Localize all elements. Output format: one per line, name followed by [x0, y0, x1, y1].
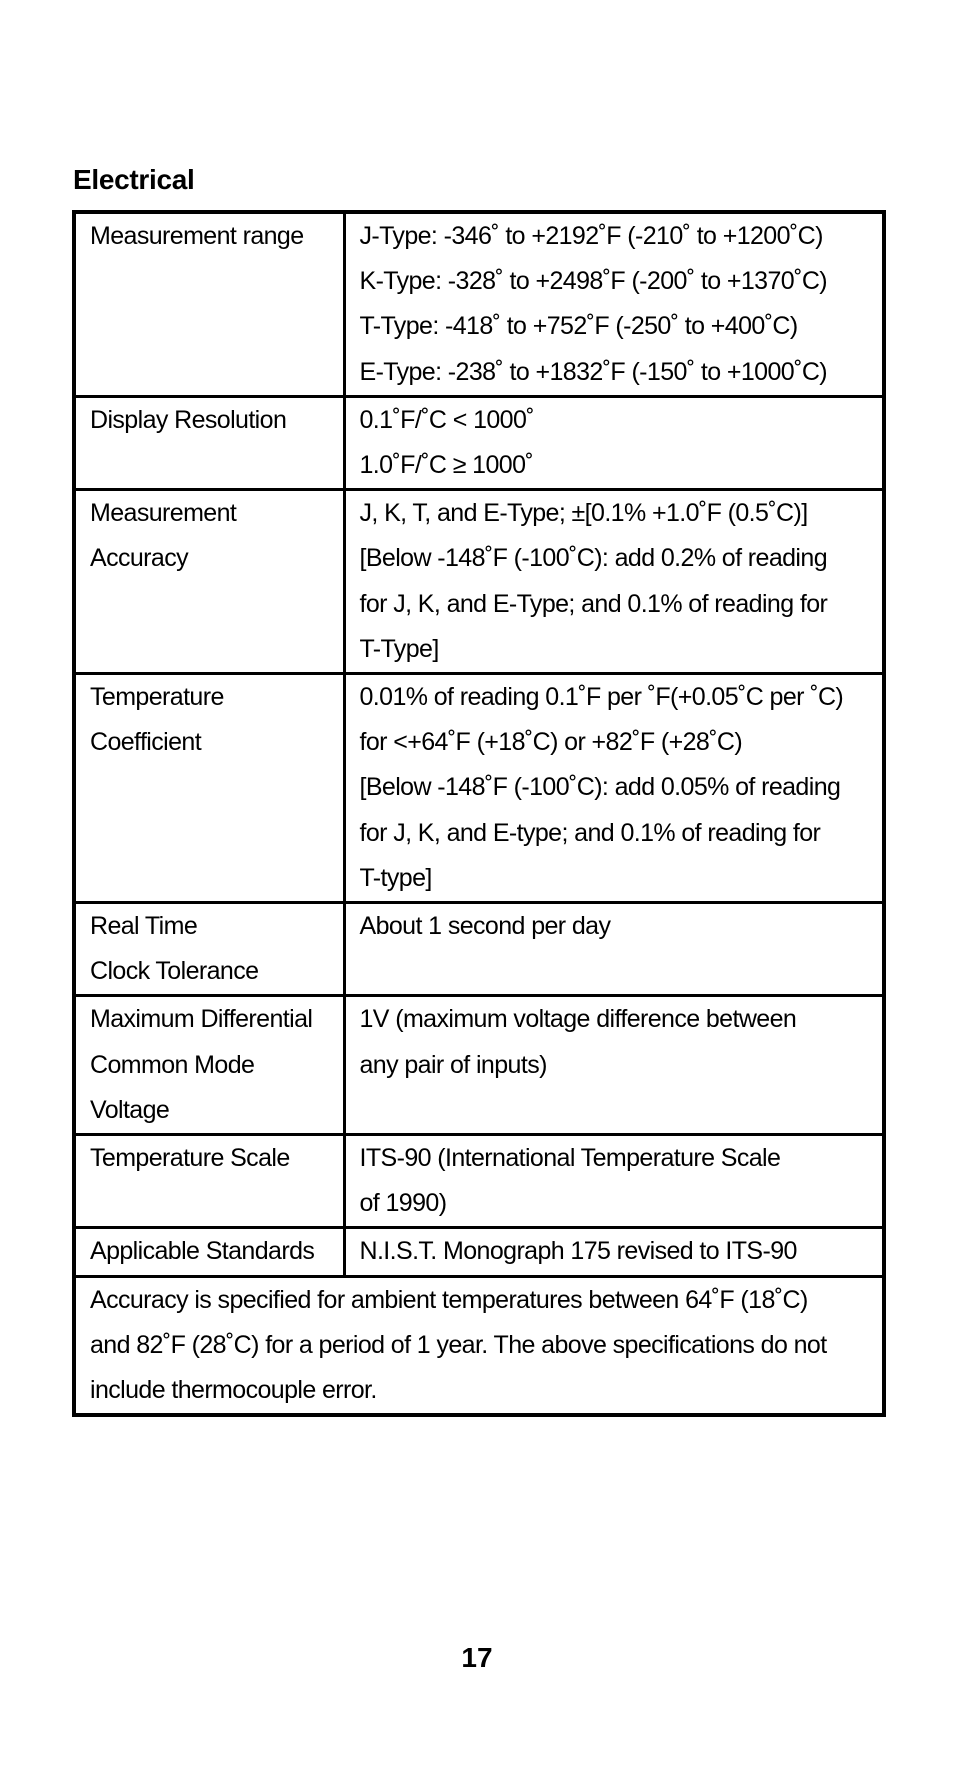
spec-label	[74, 212, 344, 396]
spec-value-line: T-Type]	[359, 634, 439, 663]
spec-value-line: T-Type: -418˚ to +752˚F (-250˚ to +400˚C)	[359, 312, 798, 341]
spec-row-temperature-coefficient	[74, 674, 884, 903]
spec-label-line: Real Time	[90, 912, 198, 941]
electrical-spec-table	[72, 210, 886, 1417]
spec-label-line: Coefficient	[90, 728, 202, 757]
spec-label	[74, 490, 344, 674]
spec-value-line: J-Type: -346˚ to +2192˚F (-210˚ to +1200˚C)	[359, 222, 823, 250]
spec-value	[344, 396, 884, 489]
spec-note-line: and 82˚F (28˚C) for a period of 1 year. The above specifications do not	[90, 1330, 827, 1359]
spec-value-line: of 1990)	[359, 1189, 447, 1218]
spec-label-line: Clock Tolerance	[90, 957, 259, 986]
spec-label	[74, 1228, 344, 1276]
spec-row-temperature-scale	[74, 1135, 884, 1228]
spec-label-line: Accuracy	[90, 544, 189, 573]
spec-value-line: 0.01% of reading 0.1˚F per ˚F(+0.05˚C per ˚C)	[359, 683, 844, 712]
spec-value-line: About 1 second per day	[359, 912, 611, 941]
spec-label-line: Temperature	[90, 683, 224, 712]
spec-value	[344, 212, 884, 396]
spec-value	[344, 903, 884, 996]
spec-label-line: Measurement range	[90, 222, 304, 250]
spec-value-line: 0.1˚F/˚C < 1000˚	[359, 405, 535, 434]
spec-value-line: for J, K, and E-type; and 0.1% of reading for	[359, 818, 821, 847]
spec-label	[74, 674, 344, 903]
spec-value-line: K-Type: -328˚ to +2498˚F (-200˚ to +1370˚C)	[359, 267, 827, 296]
spec-label	[74, 396, 344, 489]
spec-value-line: J, K, T, and E-Type; ±[0.1% +1.0˚F (0.5˚C)]	[359, 499, 808, 528]
spec-label-line: Display Resolution	[90, 405, 287, 434]
spec-row-measurement-accuracy	[74, 490, 884, 674]
spec-row-measurement-range	[74, 212, 884, 396]
spec-label-line: Measurement	[90, 499, 237, 528]
spec-value	[344, 1135, 884, 1228]
spec-label	[74, 903, 344, 996]
spec-value-line: N.I.S.T. Monograph 175 revised to ITS-90	[359, 1237, 797, 1266]
spec-value-line: ITS-90 (International Temperature Scale	[359, 1144, 781, 1173]
spec-note-row	[74, 1276, 884, 1415]
spec-value-line: 1.0˚F/˚C ≥ 1000˚	[359, 451, 534, 480]
page-number: 17	[461, 1642, 493, 1673]
spec-value-line: T-type]	[359, 863, 432, 892]
spec-label-line: Maximum Differential	[90, 1005, 313, 1034]
spec-row-max-differential-voltage	[74, 996, 884, 1135]
spec-label-line: Applicable Standards	[90, 1237, 315, 1266]
spec-value-line: [Below -148˚F (-100˚C): add 0.05% of reading	[359, 773, 841, 802]
spec-value-line: [Below -148˚F (-100˚C): add 0.2% of reading	[359, 544, 827, 573]
spec-label-line: Common Mode	[90, 1050, 255, 1079]
spec-value-line: 1V (maximum voltage difference between	[359, 1005, 797, 1034]
spec-value	[344, 1228, 884, 1276]
spec-value-line: for <+64˚F (+18˚C) or +82˚F (+28˚C)	[359, 728, 743, 757]
spec-value	[344, 674, 884, 903]
spec-note	[74, 1276, 884, 1415]
spec-row-display-resolution	[74, 396, 884, 489]
spec-label	[74, 996, 344, 1135]
spec-value-line: any pair of inputs)	[359, 1050, 547, 1079]
spec-value	[344, 490, 884, 674]
spec-label-line: Voltage	[90, 1095, 170, 1124]
spec-label-line: Temperature Scale	[90, 1144, 290, 1173]
spec-note-line: include thermocouple error.	[90, 1376, 377, 1405]
spec-value-line: E-Type: -238˚ to +1832˚F (-150˚ to +1000˚C)	[359, 357, 827, 386]
spec-value-line: for J, K, and E-Type; and 0.1% of reading for	[359, 589, 828, 618]
spec-note-line: Accuracy is specified for ambient temperatures between 64˚F (18˚C)	[90, 1285, 808, 1314]
spec-row-applicable-standards	[74, 1228, 884, 1276]
section-title: Electrical	[73, 164, 195, 195]
spec-value	[344, 996, 884, 1135]
spec-row-real-time-clock-tolerance	[74, 903, 884, 996]
spec-label	[74, 1135, 344, 1228]
